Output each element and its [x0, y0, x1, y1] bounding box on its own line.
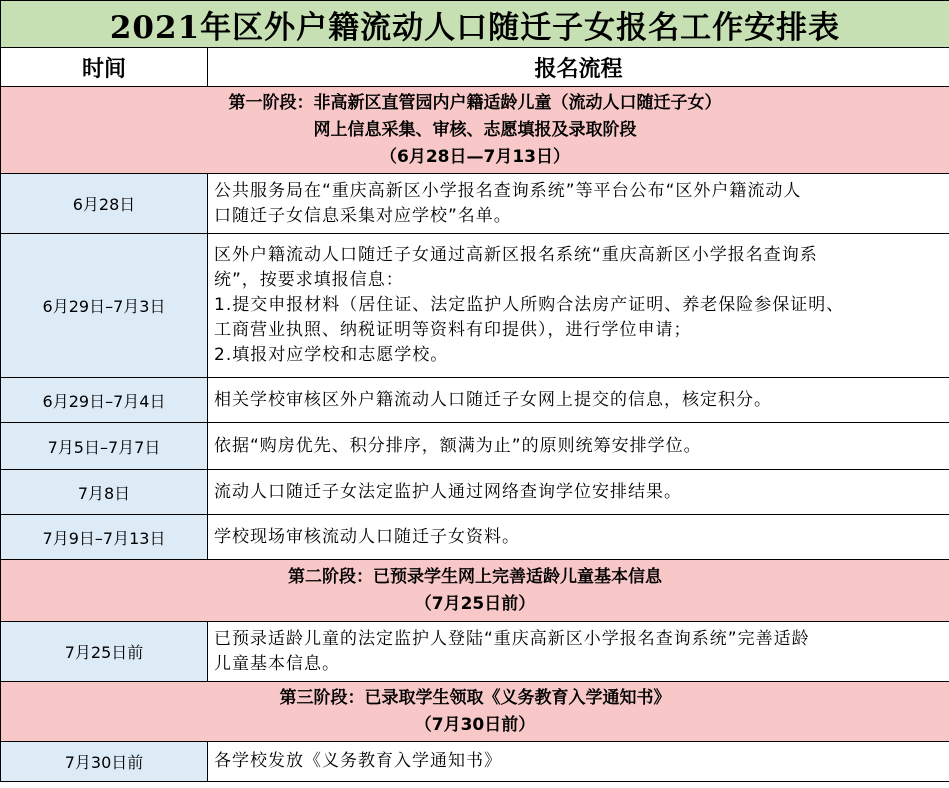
- stage-2-line-2: （7月25日前）: [414, 593, 536, 614]
- stage-3-line-1: 第三阶段：已录取学生领取《义务教育入学通知书》: [279, 687, 671, 708]
- row-time: 7月30日前: [1, 742, 208, 782]
- table-row: [1, 378, 949, 423]
- stage-2-line-1: 第二阶段：已预录学生网上完善适龄儿童基本信息: [288, 566, 662, 587]
- desc-line: 区外户籍流动人口随迁子女通过高新区报名系统“重庆高新区小学报名查询系: [214, 245, 818, 265]
- row-time: 7月25日前: [1, 622, 208, 682]
- table-row: [1, 174, 949, 234]
- stage-3-line-2: （7月30日前）: [414, 714, 536, 735]
- table-row: [1, 515, 949, 560]
- row-description: [208, 742, 949, 782]
- stage-3-heading: [1, 682, 949, 742]
- table-title: 2021年区外户籍流动人口随迁子女报名工作安排表: [1, 1, 949, 48]
- header-time: 时间: [1, 48, 208, 87]
- stage-2-heading: [1, 560, 949, 622]
- table-row: [1, 742, 949, 782]
- desc-line: 依据“购房优先、积分排序，额满为止”的原则统筹安排学位。: [214, 435, 702, 456]
- row-time: 7月5日–7月7日: [1, 423, 208, 470]
- stage-1-line-3: （6月28日—7月13日）: [380, 146, 570, 167]
- row-description: [208, 423, 949, 470]
- stage-1-heading: [1, 87, 949, 174]
- row-description: [208, 174, 949, 234]
- desc-line: 学校现场审核流动人口随迁子女资料。: [214, 526, 520, 547]
- desc-line: 统”，按要求填报信息：: [214, 270, 404, 290]
- header-process: 报名流程: [208, 48, 949, 87]
- stage-1-line-1: 第一阶段：非高新区直管园内户籍适龄儿童（流动人口随迁子女）: [228, 92, 722, 113]
- row-description: [208, 515, 949, 560]
- desc-line: 相关学校审核区外户籍流动人口随迁子女网上提交的信息，核定积分。: [214, 389, 772, 410]
- row-description: [208, 622, 949, 682]
- stage-1-line-2: 网上信息采集、审核、志愿填报及录取阶段: [313, 119, 637, 140]
- row-time: 6月29日–7月3日: [1, 234, 208, 378]
- table-row: [1, 234, 949, 378]
- desc-line: 2.填报对应学校和志愿学校。: [214, 345, 449, 365]
- table-row: [1, 423, 949, 470]
- table-row: [1, 622, 949, 682]
- desc-line: 儿童基本信息。: [214, 653, 340, 674]
- row-time: 7月8日: [1, 470, 208, 515]
- row-time: 6月28日: [1, 174, 208, 234]
- desc-line: 1.提交申报材料（居住证、法定监护人所购合法房产证明、养老保险参保证明、: [214, 295, 845, 315]
- row-description: [208, 234, 949, 378]
- desc-line: 已预录适龄儿童的法定监护人登陆“重庆高新区小学报名查询系统”完善适龄: [214, 628, 810, 649]
- row-time: 7月9日–7月13日: [1, 515, 208, 560]
- row-description: [208, 470, 949, 515]
- table-row: [1, 470, 949, 515]
- desc-line: 各学校发放《义务教育入学通知书》: [214, 751, 502, 771]
- desc-line: 工商营业执照、纳税证明等资料有印提供），进行学位申请；: [214, 320, 692, 340]
- desc-line: 公共服务局在“重庆高新区小学报名查询系统”等平台公布“区外户籍流动人: [214, 180, 802, 201]
- row-description: [208, 378, 949, 423]
- row-time: 6月29日–7月4日: [1, 378, 208, 423]
- desc-line: 流动人口随迁子女法定监护人通过网络查询学位安排结果。: [214, 481, 682, 502]
- desc-line: 口随迁子女信息采集对应学校”名单。: [214, 205, 512, 226]
